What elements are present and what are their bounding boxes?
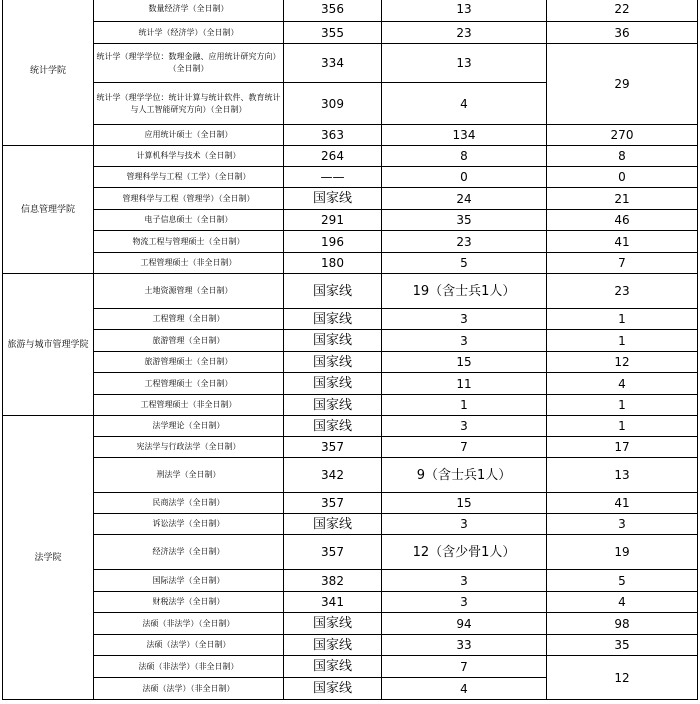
major-cell: 统计学（经济学）（全日制） xyxy=(94,22,284,44)
score-cell: —— xyxy=(284,167,382,188)
count-cell: 3 xyxy=(382,309,547,330)
count-cell: 12（含少骨1人） xyxy=(382,535,547,570)
score-cell: 国家线 xyxy=(284,678,382,700)
count-cell: 5 xyxy=(382,253,547,274)
table-row xyxy=(3,309,698,330)
major-cell: 宪法学与行政法学（全日制） xyxy=(94,437,284,458)
major-cell: 法硕（非法学）（非全日制） xyxy=(94,656,284,678)
table-row xyxy=(3,437,698,458)
total-cell: 270 xyxy=(547,125,698,146)
total-cell: 4 xyxy=(547,592,698,613)
table-row xyxy=(3,373,698,395)
major-cell: 法硕（法学）（全日制） xyxy=(94,635,284,656)
college-cell: 信息管理学院 xyxy=(3,146,94,274)
count-cell: 8 xyxy=(382,146,547,167)
score-cell: 357 xyxy=(284,437,382,458)
total-cell: 21 xyxy=(547,188,698,210)
total-cell: 35 xyxy=(547,635,698,656)
total-cell: 13 xyxy=(547,458,698,493)
score-cell: 341 xyxy=(284,592,382,613)
total-cell: 41 xyxy=(547,493,698,514)
major-cell: 法硕（法学）（非全日制） xyxy=(94,678,284,700)
table-row xyxy=(3,44,698,83)
count-cell: 134 xyxy=(382,125,547,146)
count-cell: 3 xyxy=(382,330,547,352)
table-row xyxy=(3,253,698,274)
total-cell: 7 xyxy=(547,253,698,274)
total-cell: 8 xyxy=(547,146,698,167)
table-row xyxy=(3,493,698,514)
count-cell: 23 xyxy=(382,231,547,253)
score-cell: 357 xyxy=(284,493,382,514)
college-cell: 旅游与城市管理学院 xyxy=(3,274,94,416)
college-cell: 法学院 xyxy=(3,416,94,700)
table-row xyxy=(3,146,698,167)
count-cell: 33 xyxy=(382,635,547,656)
score-cell: 国家线 xyxy=(284,352,382,373)
count-cell: 4 xyxy=(382,678,547,700)
total-cell: 19 xyxy=(547,535,698,570)
score-cell: 355 xyxy=(284,22,382,44)
major-cell: 统计学（理学学位：统计计算与统计软件、教育统计与人工智能研究方向）（全日制） xyxy=(94,83,284,125)
major-cell: 物流工程与管理硕士（全日制） xyxy=(94,231,284,253)
major-cell: 经济法学（全日制） xyxy=(94,535,284,570)
total-cell: 12 xyxy=(547,656,698,700)
table-row xyxy=(3,188,698,210)
major-cell: 刑法学（全日制） xyxy=(94,458,284,493)
score-cell: 国家线 xyxy=(284,309,382,330)
table-row xyxy=(3,656,698,678)
score-cell: 180 xyxy=(284,253,382,274)
score-cell: 国家线 xyxy=(284,635,382,656)
total-cell: 1 xyxy=(547,416,698,437)
table-row xyxy=(3,613,698,635)
score-cell: 382 xyxy=(284,570,382,592)
major-cell: 诉讼法学（全日制） xyxy=(94,514,284,535)
score-cell: 264 xyxy=(284,146,382,167)
major-cell: 应用统计硕士（全日制） xyxy=(94,125,284,146)
total-cell: 46 xyxy=(547,210,698,231)
major-cell: 数量经济学（全日制） xyxy=(94,0,284,22)
count-cell: 35 xyxy=(382,210,547,231)
table-row xyxy=(3,592,698,613)
major-cell: 计算机科学与技术（全日制） xyxy=(94,146,284,167)
major-cell: 民商法学（全日制） xyxy=(94,493,284,514)
count-cell: 0 xyxy=(382,167,547,188)
score-cell: 334 xyxy=(284,44,382,83)
table-row xyxy=(3,330,698,352)
score-cell: 357 xyxy=(284,535,382,570)
major-cell: 电子信息硕士（全日制） xyxy=(94,210,284,231)
table-row xyxy=(3,210,698,231)
major-cell: 旅游管理（全日制） xyxy=(94,330,284,352)
major-cell: 国际法学（全日制） xyxy=(94,570,284,592)
table-row xyxy=(3,0,698,22)
count-cell: 15 xyxy=(382,352,547,373)
major-cell: 管理科学与工程（工学）（全日制） xyxy=(94,167,284,188)
college-cell: 统计学院 xyxy=(3,0,94,146)
count-cell: 3 xyxy=(382,570,547,592)
total-cell: 41 xyxy=(547,231,698,253)
total-cell: 36 xyxy=(547,22,698,44)
score-cell: 国家线 xyxy=(284,188,382,210)
major-cell: 工程管理（全日制） xyxy=(94,309,284,330)
count-cell: 11 xyxy=(382,373,547,395)
count-cell: 3 xyxy=(382,514,547,535)
count-cell: 7 xyxy=(382,656,547,678)
major-cell: 旅游管理硕士（全日制） xyxy=(94,352,284,373)
count-cell: 19（含士兵1人） xyxy=(382,274,547,309)
table-row xyxy=(3,514,698,535)
table-row xyxy=(3,125,698,146)
score-cell: 国家线 xyxy=(284,395,382,416)
score-cell: 国家线 xyxy=(284,514,382,535)
table-row xyxy=(3,22,698,44)
total-cell: 22 xyxy=(547,0,698,22)
score-cell: 国家线 xyxy=(284,656,382,678)
score-cell: 309 xyxy=(284,83,382,125)
table-row xyxy=(3,167,698,188)
score-cell: 342 xyxy=(284,458,382,493)
score-cell: 363 xyxy=(284,125,382,146)
count-cell: 15 xyxy=(382,493,547,514)
major-cell: 法学理论（全日制） xyxy=(94,416,284,437)
count-cell: 24 xyxy=(382,188,547,210)
major-cell: 管理科学与工程（管理学）（全日制） xyxy=(94,188,284,210)
total-cell: 3 xyxy=(547,514,698,535)
major-cell: 工程管理硕士（非全日制） xyxy=(94,395,284,416)
count-cell: 3 xyxy=(382,592,547,613)
total-cell: 17 xyxy=(547,437,698,458)
total-cell: 1 xyxy=(547,330,698,352)
major-cell: 法硕（非法学）（全日制） xyxy=(94,613,284,635)
major-cell: 土地资源管理（全日制） xyxy=(94,274,284,309)
total-cell: 1 xyxy=(547,395,698,416)
count-cell: 9（含士兵1人） xyxy=(382,458,547,493)
total-cell: 23 xyxy=(547,274,698,309)
total-cell: 0 xyxy=(547,167,698,188)
table-row xyxy=(3,635,698,656)
count-cell: 94 xyxy=(382,613,547,635)
table-row xyxy=(3,458,698,493)
major-cell: 工程管理硕士（全日制） xyxy=(94,373,284,395)
score-cell: 国家线 xyxy=(284,416,382,437)
count-cell: 13 xyxy=(382,0,547,22)
total-cell: 1 xyxy=(547,309,698,330)
major-cell: 财税法学（全日制） xyxy=(94,592,284,613)
score-cell: 国家线 xyxy=(284,373,382,395)
count-cell: 7 xyxy=(382,437,547,458)
count-cell: 1 xyxy=(382,395,547,416)
score-cell: 国家线 xyxy=(284,613,382,635)
count-cell: 4 xyxy=(382,83,547,125)
major-cell: 工程管理硕士（非全日制） xyxy=(94,253,284,274)
table-row xyxy=(3,416,698,437)
table-row xyxy=(3,274,698,309)
table-row xyxy=(3,352,698,373)
total-cell: 4 xyxy=(547,373,698,395)
table-row xyxy=(3,395,698,416)
count-cell: 13 xyxy=(382,44,547,83)
score-cell: 国家线 xyxy=(284,330,382,352)
score-cell: 356 xyxy=(284,0,382,22)
table-row xyxy=(3,535,698,570)
total-cell: 5 xyxy=(547,570,698,592)
total-cell: 29 xyxy=(547,44,698,125)
count-cell: 3 xyxy=(382,416,547,437)
major-cell: 统计学（理学学位：数理金融、应用统计研究方向）（全日制） xyxy=(94,44,284,83)
score-cell: 196 xyxy=(284,231,382,253)
count-cell: 23 xyxy=(382,22,547,44)
total-cell: 12 xyxy=(547,352,698,373)
admissions-table xyxy=(2,0,698,700)
score-cell: 国家线 xyxy=(284,274,382,309)
score-cell: 291 xyxy=(284,210,382,231)
total-cell: 98 xyxy=(547,613,698,635)
table-row xyxy=(3,231,698,253)
table-row xyxy=(3,570,698,592)
